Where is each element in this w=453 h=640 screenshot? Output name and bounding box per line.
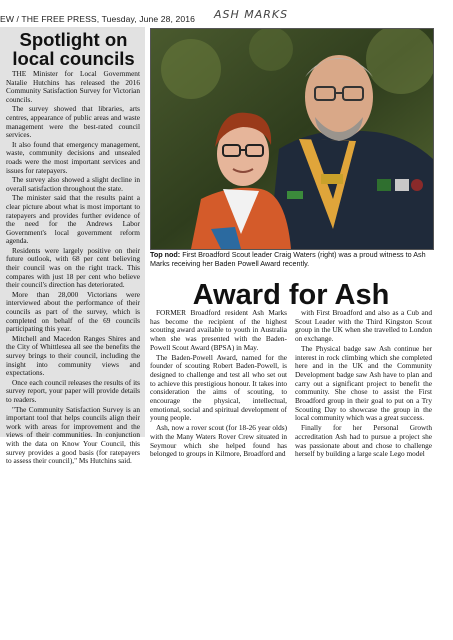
article-column-2 (295, 309, 432, 460)
spotlight-title-line2: local councils (12, 48, 135, 69)
photo-scouts-illustration (151, 29, 433, 249)
article-photo (150, 28, 434, 250)
paragraph: "The Community Satisfaction Survey is an important tool that helps councils align their work with areas for improvement and the views of their communities. In conjunction with the data on Know Your Council, this survey provides a good basis (for ratepayers to assess their council)," Ms Hutchins said. (6, 404, 140, 466)
paragraph: with First Broadford and also as a Cub and Scout Leader with the Third Kingston Scout group in the UK when she travelled to London on exchange. (295, 308, 432, 344)
spotlight-title (6, 30, 141, 68)
spotlight-title-line1: Spotlight on (19, 29, 128, 50)
paragraph: The Baden-Powell Award, named for the founder of scouting Robert Baden-Powell, is designed to challenge and test all who set out to achieve this prestigious honour. It takes into consideration the aims of scouting, to encourage the physical, intellectual, emotional, social and spiritual development of young people. (150, 352, 287, 423)
paragraph: Ash, now a rover scout (for 18-26 year olds) with the Many Waters Rover Crew situated in Seymour which she helped found has belonged to groups in Kilmore, Broadford and (150, 423, 287, 459)
caption-lead: Top nod: (150, 250, 181, 259)
paragraph: Residents were largely positive on their future outlook, with 68 per cent believing their council was on the right track. This compares with just 18 per cent who believe their council's direction has deteriorated. (6, 245, 140, 290)
paragraph: THE Minister for Local Government Natalie Hutchins has released the 2016 Community Satisfaction Survey for Victorian councils. (6, 69, 140, 104)
paragraph: The minister said that the results paint a clear picture about what is most important to ratepayers and provides further evidence of the need for the Andrews Labor Government's local government reform agenda. (6, 193, 140, 246)
masthead: EW / THE FREE PRESS, Tuesday, June 28, 2016 (0, 14, 196, 24)
paragraph: It also found that emergency management, waste, community decisions and unsealed roads were the most important services and issues for ratepayers. (6, 139, 140, 175)
paragraph: Mitchell and Macedon Ranges Shires and the City of Whittlesea all see the benefits the survey brings to their council, including the insight into community views and expectations. (6, 333, 140, 378)
article-headline: Award for Ash (192, 279, 390, 311)
paragraph: The survey also showed a slight decline in overall satisfaction throughout the state. (6, 175, 140, 193)
photo-caption (150, 251, 432, 268)
paragraph: FORMER Broadford resident Ash Marks has become the recipient of the highest scouting award available to youth in Australia when she was presented with the Baden-Powell Scout Award (BPSA) in May. (150, 308, 287, 352)
paragraph: Once each council releases the results of its survey report, your paper will provide details to readers. (6, 377, 140, 404)
handwritten-note: ASH MARKS (214, 8, 289, 21)
paragraph: The Physical badge saw Ash continue her interest in rock climbing which she completed here and in the UK and the Community Development badge saw Ash have to plan and carry out a significant project to benefit the community. She chose to assist the First Broadford group in their goal to put on a Try Scouting Day to showcase the group in the local community which was a great success. (295, 343, 432, 423)
paragraph: Finally for her Personal Growth accreditation Ash had to pursue a project she was passionate about and chose to challenge herself by building a large scale Lego model (295, 423, 432, 459)
caption-text: First Broadford Scout leader Craig Waters (right) was a proud witness to Ash Marks receiving her Baden Powell Award recently. (150, 250, 426, 268)
article-column-1 (150, 309, 287, 460)
paragraph: The survey showed that libraries, arts centres, appearance of public areas and waste management were the best-rated council services. (6, 104, 140, 140)
spotlight-body (6, 70, 140, 467)
paragraph: More than 28,000 Victorians were interviewed about the performance of their councils as part of the survey, which is completed on behalf of the 69 councils participating this year. (6, 289, 140, 334)
